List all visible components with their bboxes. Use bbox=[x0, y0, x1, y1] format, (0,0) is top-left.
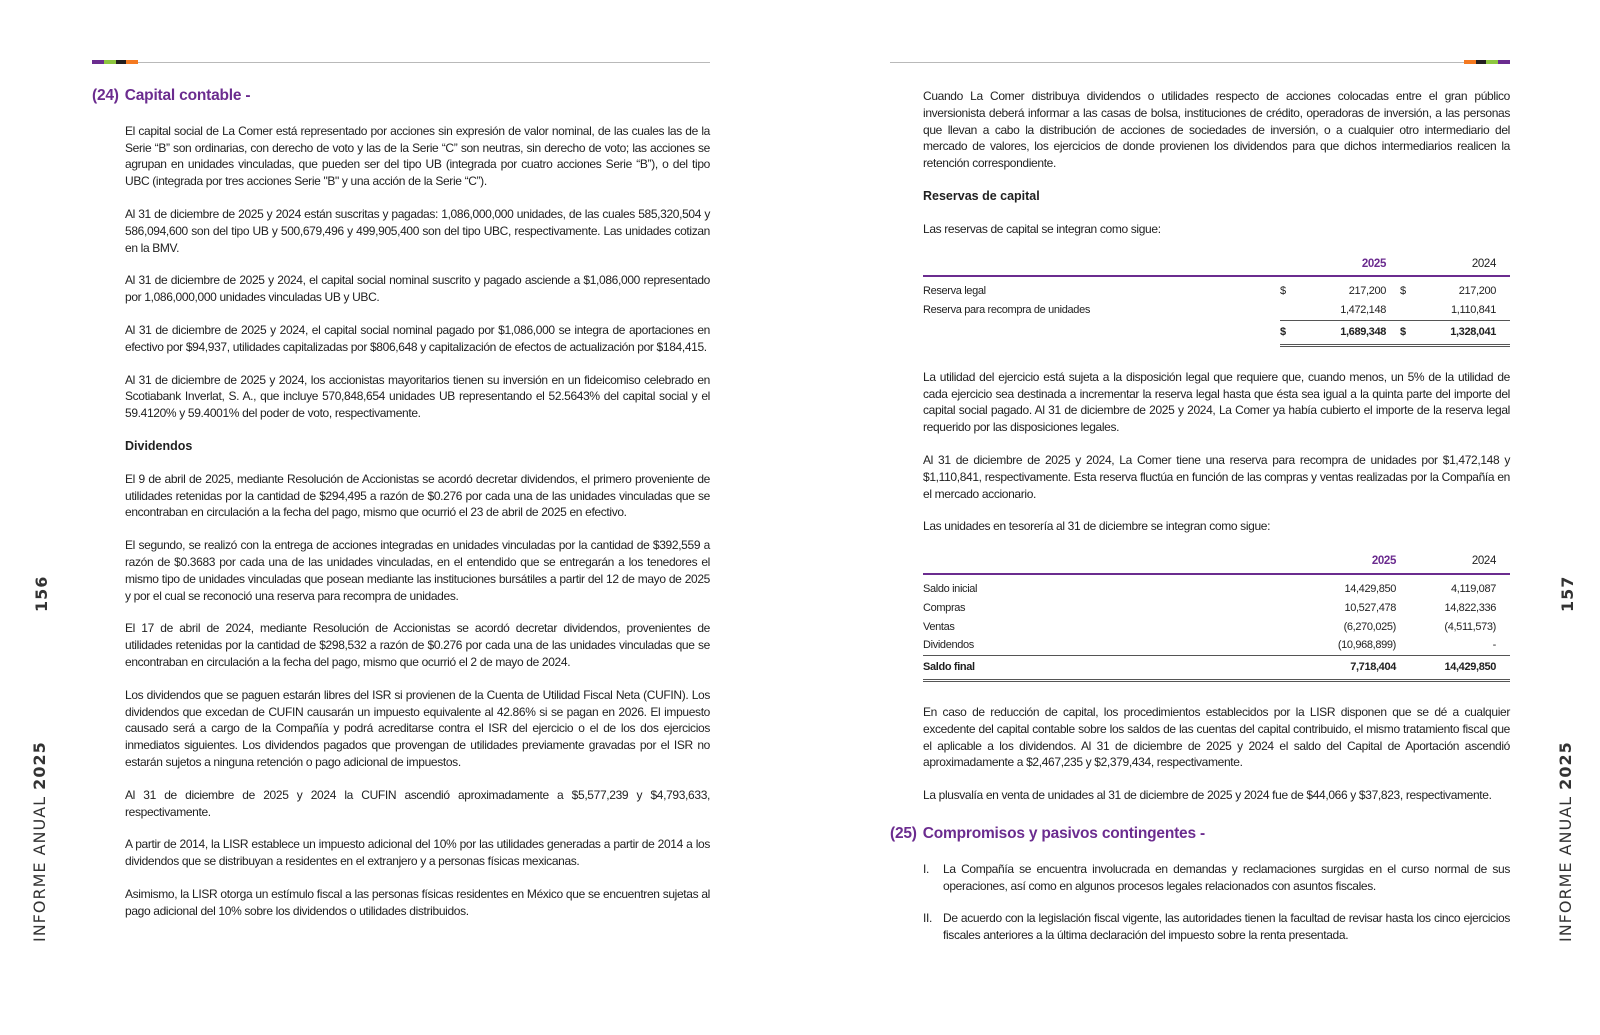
treasury-table bbox=[923, 551, 1510, 682]
paragraph: El 9 de abril de 2025, mediante Resolución de Accionistas se acordó decretar dividendos, el primero proveniente de utilidades retenidas por la cantidad de $294,495 a razón de $0.276 por cada una de las unidades vinculadas que se encontraban en circulación a la fecha del pago, mismo que ocurrió el 23 de abril de 2025 en efectivo. bbox=[125, 471, 710, 520]
value-2024: 14,822,336 bbox=[1444, 601, 1496, 614]
section-24-title: (24) Capital contable - bbox=[92, 87, 251, 104]
total-2025: 1,689,348 bbox=[1300, 320, 1400, 345]
right-header-rule bbox=[890, 62, 1510, 63]
left-color-bar bbox=[92, 60, 138, 64]
item-text: De acuerdo con la legislación fiscal vigente, las autoridades tienen la facultad de revisar hasta los cinco ejercicios fiscales anteriores a la última declaración del impuesto sobre la renta presentada. bbox=[943, 911, 1510, 943]
table-row bbox=[923, 599, 1510, 618]
value-2025: (10,968,899) bbox=[1337, 639, 1396, 652]
paragraph: Al 31 de diciembre de 2025 y 2024, el capital social nominal pagado por $1,086,000 se integra de aportaciones en efectivo por $94,937, utilidades capitalizadas por $806,648 y capitalización de efectos de actualización por $184,415. bbox=[125, 322, 710, 354]
accent-dark bbox=[1476, 60, 1486, 64]
list-item bbox=[923, 861, 1510, 895]
currency: $ bbox=[1280, 320, 1300, 345]
accent-green bbox=[1486, 60, 1498, 64]
paragraph: Los dividendos que se paguen estarán libres del ISR si provienen de la Cuenta de Utilidad Fiscal Neta (CUFIN). Los dividendos que excedan de CUFIN causarán un impuesto equivalente al 42.86% si se pagan en 2026. El impuesto causado será a cargo de la Compañía y podrá acreditarse contra el ISR del ejercicio o el de los dos ejercicios inmediatos siguientes. Los dividendos pagados que provengan de utilidades previamente gravadas por el ISR no estarán sujetos a ninguna retención o pago adicional de impuestos. bbox=[125, 687, 710, 769]
accent-purple bbox=[92, 60, 104, 64]
value-2025: 1,472,148 bbox=[1340, 304, 1386, 317]
left-report-label: INFORME ANUAL 2025 bbox=[30, 741, 49, 942]
table-row bbox=[923, 636, 1510, 655]
paragraph: Las reservas de capital se integran como sigue: bbox=[923, 221, 1161, 236]
paragraph: La plusvalía en venta de unidades al 31 de diciembre de 2025 y 2024 fue de $44,066 y $37,823, respectivamente. bbox=[923, 788, 1492, 803]
value-2024: - bbox=[1492, 639, 1496, 652]
item-text: La Compañía se encuentra involucrada en demandas y reclamaciones surgidas en el curso normal de sus operaciones, así como en algunos procesos legales relacionados con asuntos fiscales. bbox=[943, 861, 1510, 893]
header-2025: 2025 bbox=[1300, 254, 1400, 277]
dividendos-heading: Dividendos bbox=[125, 438, 193, 453]
table-row bbox=[923, 276, 1510, 301]
paragraph: El capital social de La Comer está representado por acciones sin expresión de valor nominal, de las cuales las de la Serie “B” son ordinarias, con derecho de voto y las de la Serie “C” son neutras, sin derecho de voto; las acciones se agrupan en unidades vinculadas, que pueden ser del tipo UB (integrada por cuatro acciones Serie “B”), o del tipo UBC (integrada por tres acciones Serie "B" y una acción de la Serie “C”). bbox=[125, 123, 710, 189]
paragraph: Las unidades en tesorería al 31 de diciembre se integran como sigue: bbox=[923, 519, 1271, 534]
header-2025: 2025 bbox=[1290, 551, 1410, 574]
accent-purple bbox=[1498, 60, 1510, 64]
paragraph: Al 31 de diciembre de 2025 y 2024 están suscritas y pagadas: 1,086,000,000 unidades, de las cuales 585,320,504 y 586,094,600 son del tipo UB y 500,679,496 y 499,905,400 son del tipo UBC, respectivamente. Las unidades cotizan en la BMV. bbox=[125, 206, 710, 255]
currency: $ bbox=[1400, 285, 1406, 298]
paragraph: La utilidad del ejercicio está sujeta a la disposición legal que requiere que, cuando menos, un 5% de la utilidad de cada ejercicio sea destinada a incrementar la reserva legal hasta que ésta sea igual a la quinta parte del importe del capital social pagado. Al 31 de diciembre de 2025 y 2024, La Comer ya había cubierto el importe de la reserva legal requerido por las disposiciones legales. bbox=[923, 369, 1510, 435]
total-2024: 14,429,850 bbox=[1410, 656, 1510, 681]
paragraph: El segundo, se realizó con la entrega de acciones integradas en unidades vinculadas por la cantidad de $392,559 a razón de $0.3683 por cada una de las unidades vinculadas, en el entendido que se entregarán a los tenedores el mismo tipo de unidades vinculadas que posean mediante las instituciones bursátiles a partir del 12 de mayo de 2025 y por el cual se reconoció una reserva para recompra de unidades. bbox=[125, 538, 710, 603]
paragraph: A partir de 2014, la LISR establece un impuesto adicional del 10% por las utilidades generadas a partir de 2014 a los dividendos que se distribuyan a residentes en el extranjero y a personas físicas mexicanas. bbox=[125, 837, 710, 869]
value-2025: 217,200 bbox=[1348, 285, 1386, 298]
row-label bbox=[923, 320, 1280, 345]
reservas-heading: Reservas de capital bbox=[923, 188, 1040, 203]
value-2024: 217,200 bbox=[1458, 285, 1496, 298]
currency bbox=[1280, 301, 1300, 320]
accent-dark bbox=[116, 60, 126, 64]
paragraph: En caso de reducción de capital, los procedimientos establecidos por la LISR disponen que se dé a cualquier excedente del capital contable sobre los saldos de las cuentas del capital contribuido, el mismo tratamiento fiscal que el aplicable a los dividendos. Al 31 de diciembre de 2025 y 2024 el saldo del Capital de Aportación ascendió aproximadamente a $2,467,235 y $2,379,434, respectivamente. bbox=[923, 704, 1510, 770]
row-label: Ventas bbox=[923, 620, 955, 633]
paragraph: Al 31 de diciembre de 2025 y 2024 la CUFIN ascendió aproximadamente a $5,577,239 y $4,793,633, respectivamente. bbox=[125, 787, 710, 819]
paragraph: Asimismo, la LISR otorga un estímulo fiscal a las personas físicas residentes en México que se encuentren sujetas al pago adicional del 10% sobre los dividendos o utilidades distribuidos. bbox=[125, 886, 710, 918]
header-2024: 2024 bbox=[1420, 254, 1510, 277]
currency: $ bbox=[1280, 285, 1286, 298]
paragraph: Al 31 de diciembre de 2025 y 2024, el capital social nominal suscrito y pagado asciende a $1,086,000 representado por 1,086,000,000 unidades vinculadas UB y UBC. bbox=[125, 273, 710, 305]
paragraph: Cuando La Comer distribuya dividendos o utilidades respecto de acciones colocadas entre el gran público inversionista deberá informar a las casas de bolsa, instituciones de crédito, operadoras de inversión, a las personas que llevan a cabo la distribución de acciones de sociedades de inversión, o a cualquier otro intermediario del mercado de valores, los ejercicios de donde provienen los dividendos para que dichos intermediarios realicen la retención correspondiente. bbox=[923, 89, 1510, 171]
header-label bbox=[923, 254, 1280, 277]
currency: $ bbox=[1400, 320, 1420, 345]
accent-orange bbox=[1464, 60, 1476, 64]
accent-green bbox=[104, 60, 116, 64]
right-body-top bbox=[890, 88, 1510, 804]
left-content bbox=[92, 88, 710, 935]
row-label: Reserva legal bbox=[923, 285, 986, 298]
list-item bbox=[923, 910, 1510, 944]
table-row bbox=[923, 574, 1510, 599]
right-color-bar bbox=[1464, 60, 1510, 64]
row-label: Saldo final bbox=[923, 656, 1290, 681]
value-2025: 10,527,478 bbox=[1344, 601, 1396, 614]
value-2024: 4,119,087 bbox=[1451, 582, 1496, 595]
value-2024: 1,110,841 bbox=[1451, 304, 1496, 317]
value-2025: 14,429,850 bbox=[1344, 582, 1396, 595]
section-25-title: (25) Compromisos y pasivos contingentes - bbox=[890, 824, 1205, 842]
header-label bbox=[923, 551, 1290, 574]
row-label: Dividendos bbox=[923, 639, 974, 652]
left-header-rule bbox=[92, 62, 710, 63]
header-2024: 2024 bbox=[1410, 551, 1510, 574]
row-label: Saldo inicial bbox=[923, 582, 978, 595]
paragraph: Al 31 de diciembre de 2025 y 2024, La Comer tiene una reserva para recompra de unidades por $1,472,148 y $1,110,841, respectivamente. Esta reserva fluctúa en función de las compras y ventas realizadas por la Compañía en el mercado accionario. bbox=[923, 452, 1510, 501]
item-numeral: I. bbox=[923, 861, 929, 876]
right-report-label: INFORME ANUAL 2025 bbox=[1556, 741, 1575, 942]
table-row bbox=[923, 618, 1510, 637]
right-content bbox=[890, 88, 1510, 960]
header-cur bbox=[1280, 254, 1300, 277]
section-24-body bbox=[92, 123, 710, 920]
header-cur bbox=[1400, 254, 1420, 277]
item-numeral: II. bbox=[923, 911, 932, 926]
commitments-list bbox=[890, 861, 1510, 944]
total-2025: 7,718,404 bbox=[1290, 656, 1410, 681]
paragraph: Al 31 de diciembre de 2025 y 2024, los accionistas mayoritarios tienen su inversión en un fideicomiso celebrado en Scotiabank Inverlat, S. A., que incluye 570,848,654 unidades UB representando el 52.5643% del capital social y el 59.4120% y 59.4001% del poder de voto, respectivamente. bbox=[125, 372, 710, 421]
total-2024: 1,328,041 bbox=[1420, 320, 1510, 345]
reserves-table bbox=[923, 254, 1510, 347]
left-page-number: 156 bbox=[32, 575, 51, 612]
row-label: Compras bbox=[923, 601, 966, 614]
row-label: Reserva para recompra de unidades bbox=[923, 304, 1090, 317]
accent-orange bbox=[126, 60, 138, 64]
right-page-number: 157 bbox=[1558, 575, 1577, 612]
currency bbox=[1400, 301, 1420, 320]
value-2024: (4,511,573) bbox=[1444, 620, 1496, 633]
paragraph: El 17 de abril de 2024, mediante Resolución de Accionistas se acordó decretar dividendos, provenientes de utilidades retenidas por la cantidad de $298,532 a razón de $0.276 por cada una de las unidades vinculadas que se encontraban en circulación a la fecha del pago, mismo que ocurrió el 2 de mayo de 2024. bbox=[125, 621, 710, 669]
total-row bbox=[923, 656, 1510, 681]
value-2025: (6,270,025) bbox=[1343, 620, 1396, 633]
total-row bbox=[923, 320, 1510, 345]
table-row bbox=[923, 301, 1510, 320]
